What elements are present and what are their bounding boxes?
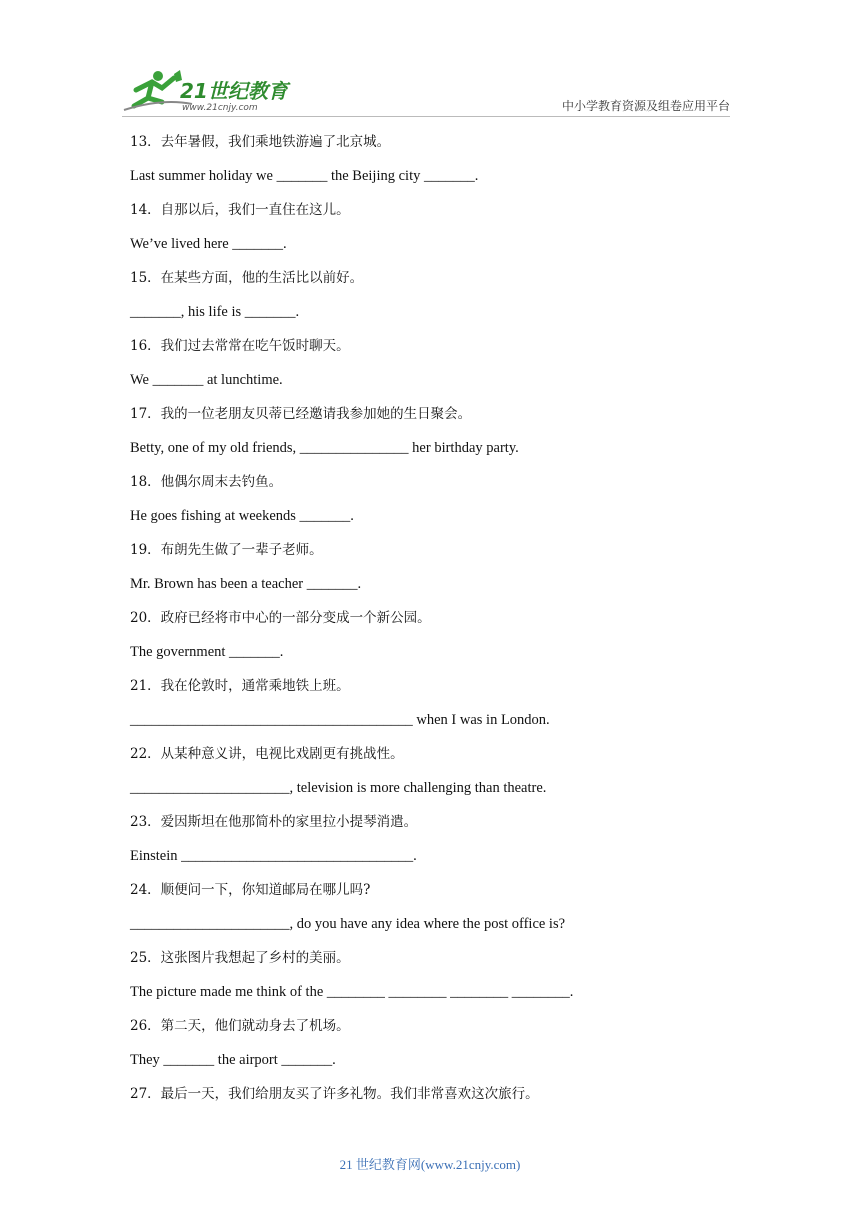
question-20-sentence: The government _______. [130, 644, 284, 660]
question-18-prompt: 18．他偶尔周末去钓鱼。 [130, 474, 283, 490]
question-27-prompt: 27．最后一天，我们给朋友买了许多礼物。我们非常喜欢这次旅行。 [130, 1086, 539, 1102]
question-24-sentence: ______________________, do you have any idea where the post office is? [130, 916, 566, 932]
question-17-prompt: 17．我的一位老朋友贝蒂已经邀请我参加她的生日聚会。 [130, 406, 472, 422]
question-22-sentence: ______________________, television is more challenging than theatre. [130, 780, 547, 796]
question-14-prompt: 14．自那以后，我们一直住在这儿。 [130, 202, 350, 218]
question-24-prompt: 24．顺便问一下，你知道邮局在哪儿吗? [130, 882, 371, 898]
question-20-prompt: 20．政府已经将市中心的一部分变成一个新公园。 [130, 610, 431, 626]
question-26-prompt: 26．第二天，他们就动身去了机场。 [130, 1018, 350, 1034]
question-21-prompt: 21．我在伦敦时，通常乘地铁上班。 [130, 678, 350, 694]
question-19-sentence: Mr. Brown has been a teacher _______. [130, 576, 362, 592]
page-footer: 21 世纪教育网(www.21cnjy.com) [339, 1157, 521, 1172]
question-13-sentence: Last summer holiday we _______ the Beijing city _______. [130, 168, 479, 184]
question-15-prompt: 15．在某些方面，他的生活比以前好。 [130, 270, 364, 286]
question-19-prompt: 19．布朗先生做了一辈子老师。 [130, 542, 323, 558]
svg-text:21世纪教育: 21世纪教育 [180, 79, 288, 103]
21cnjy-logo [122, 68, 292, 114]
question-22-prompt: 22．从某种意义讲，电视比戏剧更有挑战性。 [130, 746, 404, 762]
question-13-prompt: 13．去年暑假，我们乘地铁游遍了北京城。 [130, 134, 391, 150]
question-25-prompt: 25．这张图片我想起了乡村的美丽。 [130, 950, 350, 966]
question-14-sentence: We’ve lived here _______. [130, 236, 287, 252]
question-23-sentence: Einstein ________________________________. [130, 848, 417, 864]
header-divider [122, 116, 730, 117]
svg-text:www.21cnjy.com: www.21cnjy.com [182, 103, 258, 113]
question-26-sentence: They _______ the airport _______. [130, 1052, 336, 1068]
question-15-sentence: _______, his life is _______. [130, 304, 300, 320]
question-16-prompt: 16．我们过去常常在吃午饭时聊天。 [130, 338, 350, 354]
question-23-prompt: 23．爱因斯坦在他那简朴的家里拉小提琴消遣。 [130, 814, 418, 830]
question-25-sentence: The picture made me think of the ________ ________ ________ ________. [130, 984, 574, 1000]
question-18-sentence: He goes fishing at weekends _______. [130, 508, 354, 524]
question-17-sentence: Betty, one of my old friends, _______________ her birthday party. [130, 440, 519, 456]
platform-title: 中小学教育资源及组卷应用平台 [561, 99, 730, 113]
question-16-sentence: We _______ at lunchtime. [130, 372, 283, 388]
question-21-sentence: _______________________________________ when I was in London. [130, 712, 550, 728]
question-list [130, 132, 750, 1118]
page-header [0, 0, 860, 120]
